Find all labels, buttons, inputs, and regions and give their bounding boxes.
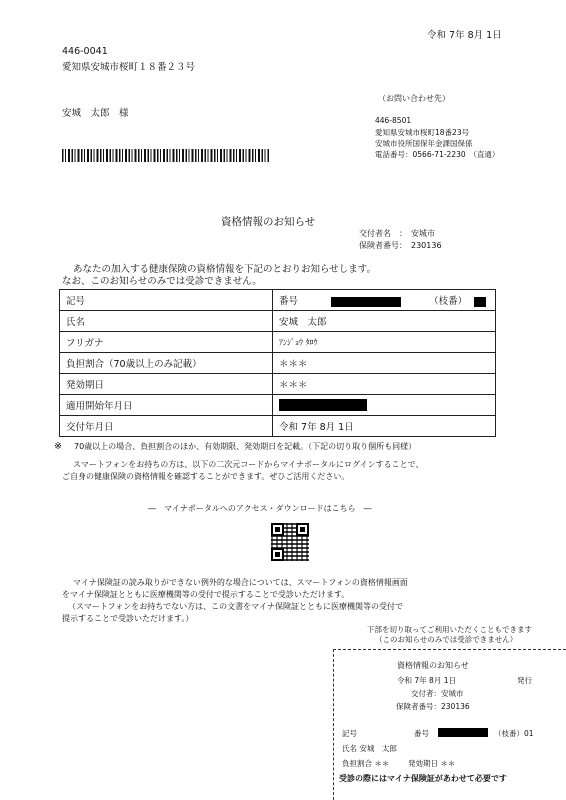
redacted-start-date — [279, 399, 367, 411]
ratio-value: ＊＊＊ — [273, 353, 496, 374]
recipient-postal-code: 446-0041 — [62, 46, 108, 57]
table-row — [60, 332, 496, 353]
cut-note-line-2: （このお知らせのみでは受診できません） — [375, 635, 518, 644]
exception-line-3: （スマートフォンをお持ちでない方は、この文書をマイナ保険証とともに医療機関等の受付で — [68, 602, 403, 611]
document-title: 資格情報のお知らせ — [221, 216, 316, 228]
card-name: 氏名 安城 太郎 — [342, 744, 397, 753]
redacted-number — [331, 297, 401, 307]
contact-phone: 電話番号：0566-71-2230 （直通） — [375, 150, 500, 159]
contact-heading: （お問い合わせ先） — [378, 94, 450, 103]
issue-date-value: 令和 7年 8月 1日 — [273, 416, 496, 437]
effective-date-label: 発効期日 — [60, 374, 273, 395]
smartphone-line-2: ご自身の健康保険の資格情報を確認することができます。ぜひご活用ください。 — [62, 472, 350, 481]
table-row — [60, 290, 496, 311]
name-value: 安城 太郎 — [273, 311, 496, 332]
issue-date: 令和 7年 8月 1日 — [427, 30, 502, 41]
card-effective-date: 発効期日 ＊＊ — [408, 759, 456, 768]
intro-line-1: あなたの加入する健康保険の資格情報を下記のとおりお知らせします。 — [73, 264, 376, 275]
smartphone-line-1: スマートフォンをお持ちの方は、以下の二次元コードからマイナポータルにログインすることで、 — [73, 460, 424, 469]
name-label: 氏名 — [60, 311, 273, 332]
cut-line-top — [333, 649, 566, 650]
ratio-label: 負担割合（70歳以上のみ記載） — [60, 353, 273, 374]
issue-date-label: 交付年月日 — [60, 416, 273, 437]
effective-date-value: ＊＊＊ — [273, 374, 496, 395]
card-footer: 受診の際にはマイナ保険証があわせて必要です — [339, 774, 507, 783]
postal-barcode — [62, 149, 269, 162]
qualification-info-table — [59, 289, 496, 437]
exception-line-1: マイナ保険証の読み取りができない例外的な場合については、スマートフォンの資格情報画面 — [73, 578, 408, 587]
issuer-line: 交付者名 ： 安城市 — [359, 229, 435, 238]
card-kigo-label: 記号 — [342, 729, 357, 738]
recipient-address: 愛知県安城市桜町１８番２３号 — [62, 62, 196, 73]
intro-line-2: なお、このお知らせのみでは受診できません。 — [62, 276, 262, 287]
note-mark: ※ — [54, 441, 62, 452]
insurer-number-line: 保険者番号： 230136 — [359, 241, 442, 250]
table-row — [60, 416, 496, 437]
card-redacted-number — [438, 728, 488, 737]
start-date-cell — [273, 395, 496, 416]
card-ratio: 負担割合 ＊＊ — [342, 759, 390, 768]
redacted-edaban — [474, 297, 486, 307]
card-date: 令和 7年 8月 1日 — [397, 676, 456, 685]
table-row — [60, 353, 496, 374]
note-text: 70歳以上の場合、負担割合のほか、有効期限、発効期日を記載。（下記の切り取り個所も同様） — [74, 442, 417, 451]
card-issued-label: 発行 — [517, 676, 532, 685]
card-edaban: （枝番）01 — [494, 729, 534, 738]
contact-office: 安城市役所国保年金課国保係 — [375, 139, 473, 148]
card-insurer-number: 保険者番号：230136 — [396, 702, 470, 711]
start-date-label: 適用開始年月日 — [60, 395, 273, 416]
portal-heading: ― マイナポータルへのアクセス・ダウンロードはこちら ― — [148, 504, 372, 513]
kana-label: フリガナ — [60, 332, 273, 353]
card-bango-label: 番号 — [414, 729, 429, 738]
bango-cell — [273, 290, 496, 311]
table-row — [60, 311, 496, 332]
contact-postal-code: 446-8501 — [375, 116, 412, 125]
cut-note-line-1: 下部を切り取ってご利用いただくこともできます — [367, 625, 532, 634]
cut-line-left — [333, 649, 334, 800]
card-title: 資格情報のお知らせ — [397, 661, 469, 670]
kigo-label: 記号 — [60, 290, 273, 311]
card-issuer: 交付者：安城市 — [411, 689, 464, 698]
qr-code[interactable] — [270, 522, 310, 562]
table-row — [60, 374, 496, 395]
edaban-label: （枝番） — [429, 296, 468, 307]
bango-label: 番号 — [279, 296, 299, 307]
kana-value: ｱﾝｼﾞｮｳ ﾀﾛｳ — [273, 332, 496, 353]
recipient-name: 安城 太郎 様 — [62, 108, 129, 119]
exception-line-4: 提示することで受診いただけます。） — [62, 614, 194, 623]
exception-line-2: をマイナ保険証とともに医療機関等の受付で提示することで受診いただけます。 — [62, 590, 350, 599]
contact-address: 愛知県安城市桜町18番23号 — [375, 128, 470, 137]
table-row — [60, 395, 496, 416]
